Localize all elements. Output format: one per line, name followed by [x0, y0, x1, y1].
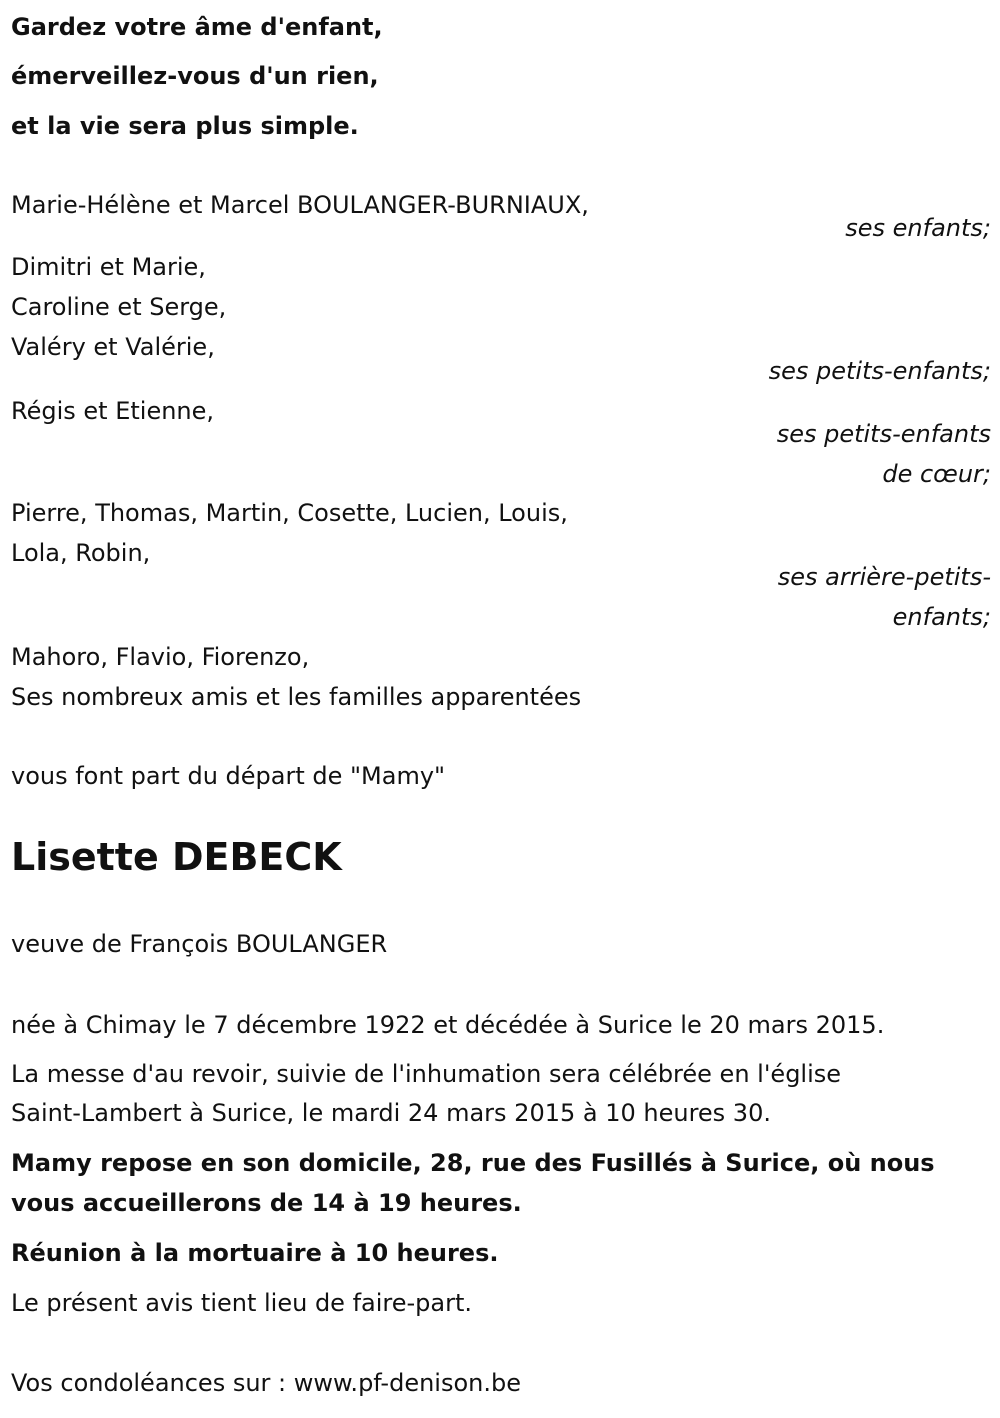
epigraph-line-3: et la vie sera plus simple.	[11, 112, 359, 140]
announcement: vous font part du départ de "Mamy"	[11, 762, 446, 790]
children-label: ses enfants;	[845, 214, 991, 242]
others-line-2: Ses nombreux amis et les familles apparentées	[11, 683, 582, 711]
others-line-1: Mahoro, Flavio, Fiorenzo,	[11, 643, 310, 671]
heart-grandchildren-label-2: de cœur;	[882, 460, 991, 488]
repose-line-2: vous accueillerons de 14 à 19 heures.	[11, 1189, 522, 1217]
birth-death: née à Chimay le 7 décembre 1922 et décédée à Surice le 20 mars 2015.	[11, 1011, 885, 1039]
ceremony-line-1: La messe d'au revoir, suivie de l'inhumation sera célébrée en l'église	[11, 1060, 842, 1088]
widow-of: veuve de François BOULANGER	[11, 930, 388, 958]
repose-line-1: Mamy repose en son domicile, 28, rue des Fusillés à Surice, où nous	[11, 1149, 935, 1177]
deceased-name: Lisette DEBECK	[11, 835, 342, 879]
grandchild-line-3: Valéry et Valérie,	[11, 333, 215, 361]
great-grandchildren-label-2: enfants;	[892, 603, 991, 631]
heart-grandchildren-label-1: ses petits-enfants	[776, 420, 991, 448]
grandchildren-label: ses petits-enfants;	[768, 357, 991, 385]
children-names: Marie-Hélène et Marcel BOULANGER-BURNIAUX,	[11, 191, 589, 219]
condolences: Vos condoléances sur : www.pf-denison.be	[11, 1369, 521, 1397]
notice: Le présent avis tient lieu de faire-part.	[11, 1289, 473, 1317]
grandchild-line-1: Dimitri et Marie,	[11, 253, 206, 281]
meeting: Réunion à la mortuaire à 10 heures.	[11, 1239, 499, 1267]
grandchild-line-2: Caroline et Serge,	[11, 293, 227, 321]
ceremony-line-2: Saint-Lambert à Surice, le mardi 24 mars 2015 à 10 heures 30.	[11, 1099, 771, 1127]
great-grandchildren-label-1: ses arrière-petits-	[777, 563, 991, 591]
epigraph-line-2: émerveillez-vous d'un rien,	[11, 62, 379, 90]
heart-grandchildren-names: Régis et Etienne,	[11, 397, 215, 425]
epigraph-line-1: Gardez votre âme d'enfant,	[11, 13, 383, 41]
great-grandchild-line-1: Pierre, Thomas, Martin, Cosette, Lucien, Louis,	[11, 499, 568, 527]
great-grandchild-line-2: Lola, Robin,	[11, 539, 151, 567]
